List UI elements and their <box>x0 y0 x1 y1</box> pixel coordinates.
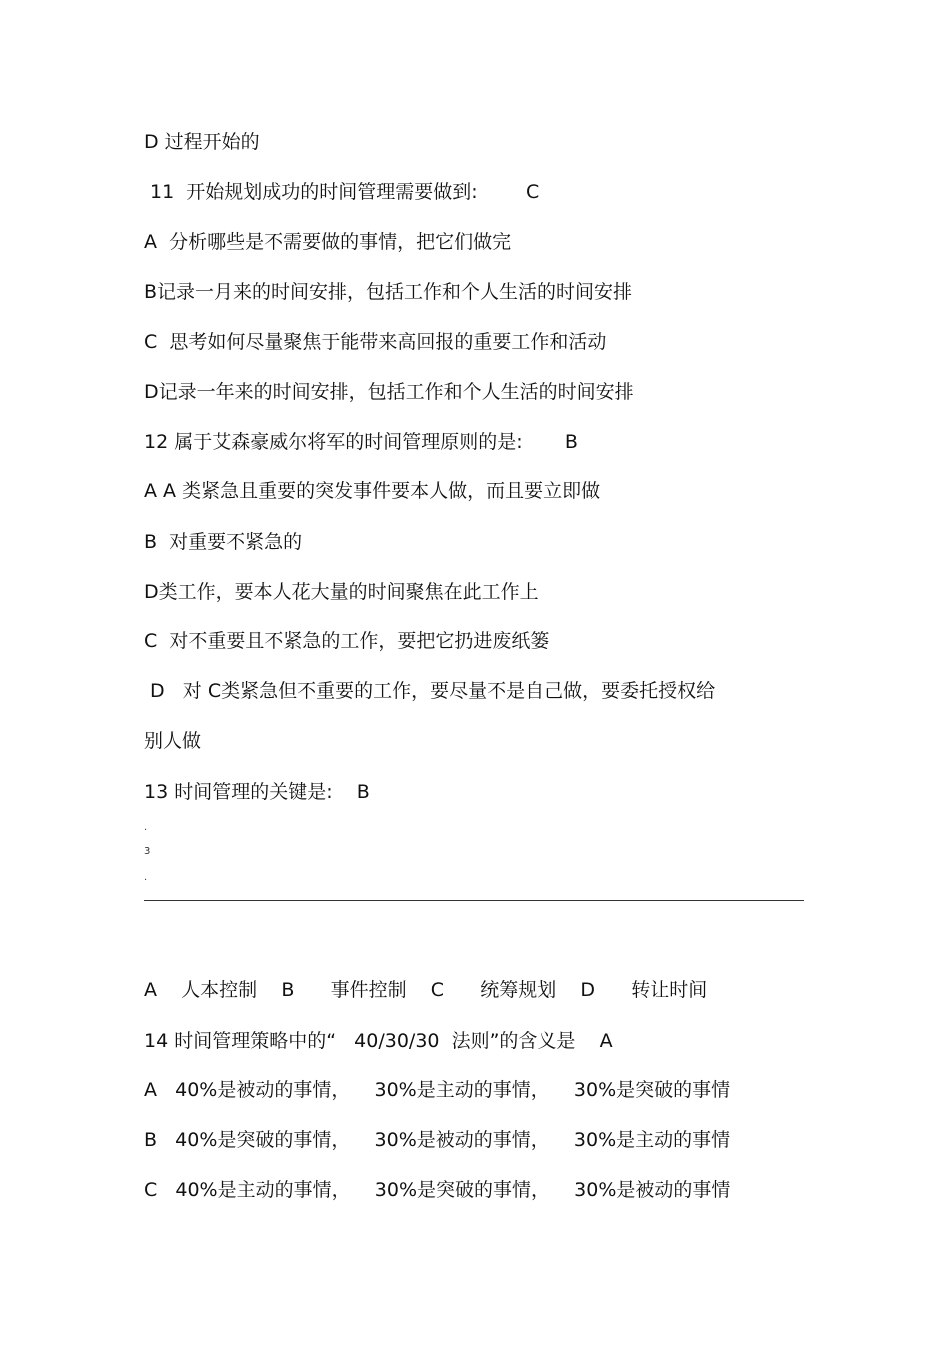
option-line: D记录一年来的时间安排，包括工作和个人生活的时间安排 <box>144 381 634 403</box>
option-line: B记录一月来的时间安排，包括工作和个人生活的时间安排 <box>144 281 633 303</box>
question-11: 11 开始规划成功的时间管理需要做到: C <box>144 181 540 203</box>
page-number: 3 <box>144 846 151 857</box>
option-line: A 40%是被动的事情， 30%是主动的事情， 30%是突破的事情 <box>144 1079 731 1101</box>
option-line: A 分析哪些是不需要做的事情，把它们做完 <box>144 231 512 253</box>
option-line: C 40%是主动的事情， 30%是突破的事情， 30%是被动的事情 <box>144 1179 731 1201</box>
text-line: D 过程开始的 <box>144 131 260 153</box>
option-line-continuation: 别人做 <box>144 730 202 752</box>
question-12: 12 属于艾森豪威尔将军的时间管理原则的是: B <box>144 431 578 453</box>
option-line: B 40%是突破的事情， 30%是被动的事情， 30%是主动的事情 <box>144 1129 731 1151</box>
option-line: A A 类紧急且重要的突发事件要本人做，而且要立即做 <box>144 480 601 502</box>
question-14: 14 时间管理策略中的“ 40/30/30 法则”的含义是 A <box>144 1030 613 1052</box>
question-13: 13 时间管理的关键是: B <box>144 781 370 803</box>
footer-dot: . <box>144 872 148 883</box>
option-line: C 对不重要且不紧急的工作，要把它扔进废纸篓 <box>144 630 550 652</box>
option-line: C 思考如何尽量聚焦于能带来高回报的重要工作和活动 <box>144 331 607 353</box>
footer-dot: . <box>144 822 148 833</box>
option-line: A 人本控制 B 事件控制 C 统筹规划 D 转让时间 <box>144 979 708 1001</box>
option-line: D类工作，要本人花大量的时间聚焦在此工作上 <box>144 581 539 603</box>
page-divider <box>144 900 804 901</box>
option-line: D 对 C类紧急但不重要的工作，要尽量不是自己做，要委托授权给 <box>144 680 716 702</box>
option-line: B 对重要不紧急的 <box>144 531 303 553</box>
